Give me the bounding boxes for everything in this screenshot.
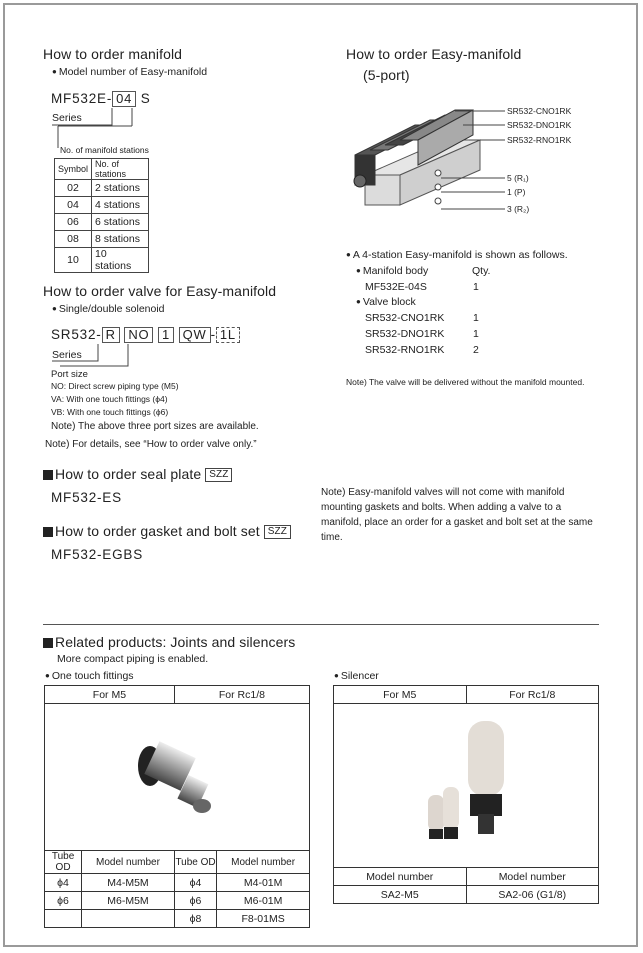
table-row xyxy=(55,231,149,248)
silencer-table xyxy=(333,685,599,904)
port-line: NO: Direct screw piping type (M5) xyxy=(51,381,179,391)
seal-badge: SZZ xyxy=(205,468,232,482)
valve-block-qty: 1 xyxy=(473,328,479,340)
cell: 02 xyxy=(55,180,92,197)
manifold-stations-label: No. of manifold stations xyxy=(60,145,149,155)
square-bullet-icon xyxy=(43,527,53,537)
stations-header-count: No. of stations xyxy=(92,159,149,180)
valve-note2: Note) For details, see “How to order valve only.” xyxy=(45,439,257,450)
manifold-code-suffix: S xyxy=(140,91,151,106)
valve-note1: Note) The above three port sizes are available. xyxy=(51,421,259,432)
callout-label: 5 (R₁) xyxy=(507,173,529,183)
table-row xyxy=(45,910,310,928)
fittings-table xyxy=(44,685,310,928)
callout-label: SR532-DNO1RK xyxy=(507,120,572,130)
cell: SA2-M5 xyxy=(334,886,467,904)
valve-code-dashed-box: 1L xyxy=(216,327,240,343)
cell: ϕ6 xyxy=(174,892,216,910)
stations-header-symbol: Symbol xyxy=(55,159,92,180)
easy-shown-text: ● A 4-station Easy-manifold is shown as follows. xyxy=(346,249,568,261)
seal-model: MF532-ES xyxy=(51,490,122,505)
silencer-head: For M5 xyxy=(334,686,467,704)
related-title: Related products: Joints and silencers xyxy=(55,634,296,650)
cell: ϕ4 xyxy=(45,874,82,892)
easy-note: Note) The valve will be delivered without the manifold mounted. xyxy=(346,377,585,387)
cell: M4-01M xyxy=(217,874,310,892)
callout-label: 3 (R₂) xyxy=(507,204,530,214)
col-header: Model number xyxy=(217,851,310,874)
callout-label: SR532-RNO1RK xyxy=(507,135,572,145)
body-model: MF532E-04S xyxy=(365,281,427,293)
cell: 06 xyxy=(55,214,92,231)
cell: SA2-06 (G1/8) xyxy=(466,886,599,904)
valve-code-box: QW xyxy=(179,327,211,343)
gasket-model: MF532-EGBS xyxy=(51,547,144,562)
cell: 8 stations xyxy=(92,231,149,248)
silencer-image-cell xyxy=(334,704,599,868)
cell: 10 xyxy=(55,248,92,273)
cell: 6 stations xyxy=(92,214,149,231)
cell: F8-01MS xyxy=(217,910,310,928)
valve-code-box: 1 xyxy=(158,327,174,343)
valve-code: SR532- R NO 1 QW - 1L xyxy=(51,327,240,343)
body-qty: 1 xyxy=(473,281,479,293)
valve-series-label: Series xyxy=(52,349,82,361)
square-bullet-icon xyxy=(43,638,53,648)
divider xyxy=(43,624,599,625)
cell: 2 stations xyxy=(92,180,149,197)
valve-subtitle: ● Single/double solenoid xyxy=(52,303,165,315)
table-row xyxy=(45,892,310,910)
col-header: Tube OD xyxy=(45,851,82,874)
col-header: Model number xyxy=(82,851,175,874)
valve-title: How to order valve for Easy-manifold xyxy=(43,283,277,299)
table-row xyxy=(55,197,149,214)
cell xyxy=(45,910,82,928)
cell: 04 xyxy=(55,197,92,214)
seal-title: How to order seal plate xyxy=(55,466,202,482)
valve-code-box: NO xyxy=(124,327,153,343)
related-title-row xyxy=(43,634,295,650)
cell: ϕ8 xyxy=(174,910,216,928)
cell: ϕ4 xyxy=(174,874,216,892)
fittings-label: ● One touch fittings xyxy=(45,670,134,682)
table-row xyxy=(55,248,149,273)
silencer-image xyxy=(396,709,536,859)
cell: M6-M5M xyxy=(82,892,175,910)
easy-title: How to order Easy-manifold xyxy=(346,46,522,62)
port-line: VB: With one touch fittings (ϕ6) xyxy=(51,407,169,417)
table-row xyxy=(55,214,149,231)
fittings-head: For M5 xyxy=(45,686,175,704)
port-size-label: Port size xyxy=(51,369,88,380)
manifold-body-label: ● Manifold body xyxy=(356,265,428,277)
gasket-note: Note) Easy-manifold valves will not come with manifold mounting gaskets and bolts. When adding a valve to a manifold, place an order for a gasket and bolt set at the same time. xyxy=(321,487,593,543)
valve-code-prefix: SR532- xyxy=(51,327,102,342)
easy-title-2: (5-port) xyxy=(363,67,410,83)
gasket-title: How to order gasket and bolt set xyxy=(55,523,260,539)
valve-block-qty: 1 xyxy=(473,312,479,324)
manifold-code-prefix: MF532E- xyxy=(51,91,113,106)
cell xyxy=(82,910,175,928)
col-header: Model number xyxy=(334,868,467,886)
gasket-title-row xyxy=(43,523,291,539)
col-header: Tube OD xyxy=(174,851,216,874)
silencer-label: ● Silencer xyxy=(334,670,379,682)
port-line: VA: With one touch fittings (ϕ4) xyxy=(51,394,168,404)
manifold-code-box: 04 xyxy=(112,91,136,107)
col-header: Model number xyxy=(466,868,599,886)
cell: 10 stations xyxy=(92,248,149,273)
table-row xyxy=(55,180,149,197)
manifold-title: How to order manifold xyxy=(43,46,183,62)
callout-label: 1 (P) xyxy=(507,187,526,197)
cell: ϕ6 xyxy=(45,892,82,910)
manifold-subtitle: ● Model number of Easy-manifold xyxy=(52,66,207,78)
cell: M6-01M xyxy=(217,892,310,910)
manifold-series-label: Series xyxy=(52,112,82,124)
square-bullet-icon xyxy=(43,470,53,480)
stations-table xyxy=(54,158,149,273)
cell: 08 xyxy=(55,231,92,248)
table-row xyxy=(45,874,310,892)
silencer-head: For Rc1/8 xyxy=(466,686,599,704)
valve-block-qty: 2 xyxy=(473,344,479,356)
callout-label: SR532-CNO1RK xyxy=(507,106,572,116)
fittings-head: For Rc1/8 xyxy=(174,686,309,704)
seal-title-row xyxy=(43,466,232,482)
cell: 4 stations xyxy=(92,197,149,214)
manifold-code xyxy=(51,91,151,107)
table-row xyxy=(334,886,599,904)
valve-block-model: SR532-RNO1RK xyxy=(365,344,445,356)
related-subtitle: More compact piping is enabled. xyxy=(57,653,209,665)
valve-block-model: SR532-CNO1RK xyxy=(365,312,445,324)
valve-block-model: SR532-DNO1RK xyxy=(365,328,445,340)
fittings-image-cell xyxy=(45,704,310,851)
one-touch-fitting-image xyxy=(122,726,232,826)
valve-code-box: R xyxy=(102,327,120,343)
gasket-badge: SZZ xyxy=(264,525,291,539)
qty-label: Qty. xyxy=(472,265,491,277)
cell: M4-M5M xyxy=(82,874,175,892)
valve-block-label: ● Valve block xyxy=(356,296,416,308)
